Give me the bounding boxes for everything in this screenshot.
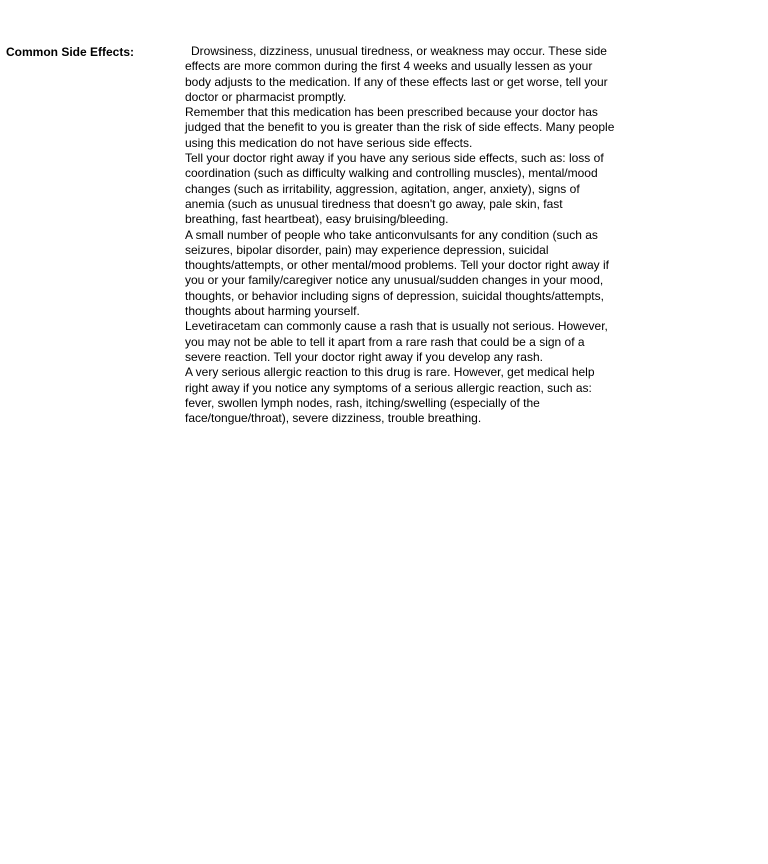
paragraph-benefit-note: Remember that this medication has been prescribed because your doctor has judged that the benefit to you is greater than the risk of side effects. Many people using this medication do not have serious side effects. bbox=[185, 105, 615, 150]
paragraph-rash-warning: Levetiracetam can commonly cause a rash that is usually not serious. However, you may not be able to tell it apart from a rare rash that could be a sign of a severe reaction. Tell your doctor right away if you develop any rash. bbox=[185, 319, 608, 364]
paragraph-mood-warning: A small number of people who take anticonvulsants for any condition (such as seizures, bipolar disorder, pain) may experience depression, suicidal thoughts/attempts, or other mental/mood problems. Tell your doctor right away if you or your family/caregiver notice any unusual/sudden changes in your mood, thoughts, or behavior including signs of depression, suicidal thoughts/attempts, thoughts about harming yourself. bbox=[185, 227, 609, 319]
side-effects-content bbox=[185, 44, 615, 426]
paragraph-allergic-reaction: A very serious allergic reaction to this drug is rare. However, get medical help right away if you notice any symptoms of a serious allergic reaction, such as: fever, swollen lymph nodes, rash, itching/swelling (especially of the face/tongue/throat), severe dizziness, trouble breathing. bbox=[185, 365, 595, 426]
paragraph-serious-effects: Tell your doctor right away if you have any serious side effects, such as: loss of coordination (such as difficulty walking and controlling muscles), mental/mood changes (such as irritability, aggression, agitation, anger, anxiety), signs of anemia (such as unusual tiredness that doesn't go away, pale skin, fast breathing, fast heartbeat), easy bruising/bleeding. bbox=[185, 151, 604, 227]
paragraph-common-effects: Drowsiness, dizziness, unusual tiredness, or weakness may occur. These side effects are more common during the first 4 weeks and usually lessen as your body adjusts to the medication. If any of these effects last or get worse, tell your doctor or pharmacist promptly. bbox=[185, 44, 608, 104]
section-label: Common Side Effects: bbox=[6, 45, 135, 59]
